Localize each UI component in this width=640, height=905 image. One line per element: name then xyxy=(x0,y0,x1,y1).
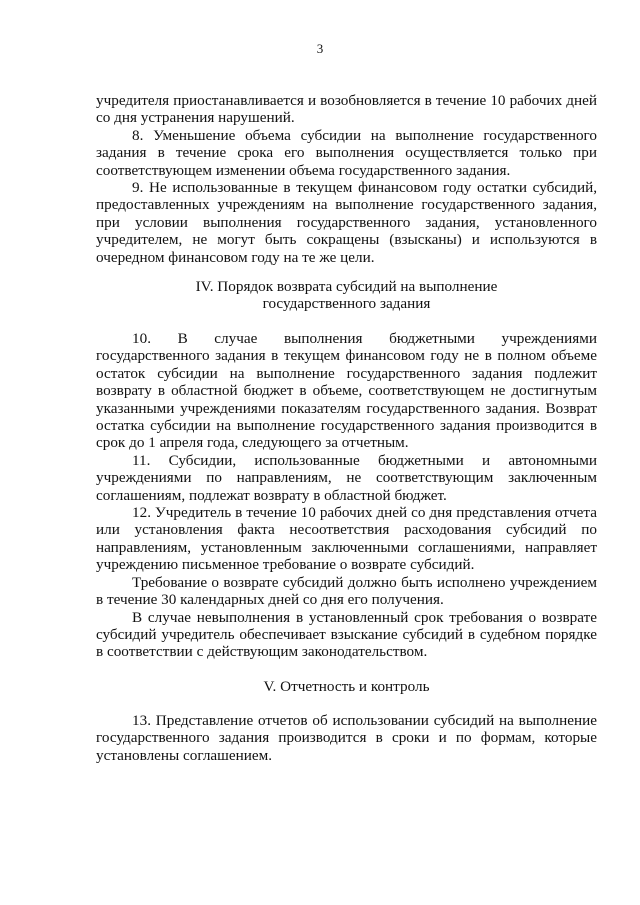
paragraph-8: 8. Уменьшение объема субсидии на выполнение государственного задания в течение срока его выполнения осуществляется только при соответствующем изменении объема государственного задания. xyxy=(96,126,597,179)
section-3-continuation xyxy=(96,92,597,266)
section-4-heading-line-1: IV. Порядок возврата субсидий на выполнение xyxy=(195,278,498,295)
section-5-heading-text: V. Отчетность и контроль xyxy=(263,678,430,695)
section-4-heading-line-2: государственного задания xyxy=(262,295,431,313)
paragraph-continued: учредителя приостанавливается и возобновляется в течение 10 рабочих дней со дня устранения нарушений. xyxy=(96,92,597,127)
paragraph-10: 10. В случае выполнения бюджетными учреждениями государственного задания в текущем финансовом году не в полном объеме остаток субсидии на выполнение государственного задания подлежит возврату в областной бюджет в объеме, соответствующем не достигнутым указанными учреждениями показателям государственного задания. Возврат остатка субсидии на выполнение государственного задания производится в срок до 1 апреля года, следующего за отчетным. xyxy=(96,330,597,452)
section-4-body xyxy=(96,330,597,661)
paragraph-11: 11. Субсидии, использованные бюджетными и автономными учреждениями по направлениям, не соответствующим заключенным соглашениям, подлежат возврату в областной бюджет. xyxy=(96,451,597,504)
paragraph-13: 13. Представление отчетов об использовании субсидий на выполнение государственного задания производится в сроки и по формам, которые установлены соглашением. xyxy=(96,712,597,764)
page-number: 3 xyxy=(316,41,324,56)
paragraph-12-requirement: Требование о возврате субсидий должно быть исполнено учреждением в течение 30 календарных дней со дня его получения. xyxy=(96,573,597,609)
section-5-body xyxy=(96,712,597,764)
section-4-heading xyxy=(96,278,597,313)
section-5-heading xyxy=(96,678,597,695)
paragraph-12-enforcement: В случае невыполнения в установленный срок требования о возврате субсидий учредитель обеспечивает взыскание субсидий в судебном порядке в соответствии с действующим законодательством. xyxy=(96,608,597,661)
paragraph-12: 12. Учредитель в течение 10 рабочих дней со дня представления отчета или установления факта несоответствия расходования субсидий по направлениям, установленным заключенными соглашениями, направляет учреждению письменное требование о возврате субсидий. xyxy=(96,504,597,574)
paragraph-9: 9. Не использованные в текущем финансовом году остатки субсидий, предоставленных учреждениям на выполнение государственного задания, при условии выполнения государственного задания, установленного учредителем, не могут быть сокращены (взысканы) и используются в очередном финансовом году на те же цели. xyxy=(96,179,597,266)
